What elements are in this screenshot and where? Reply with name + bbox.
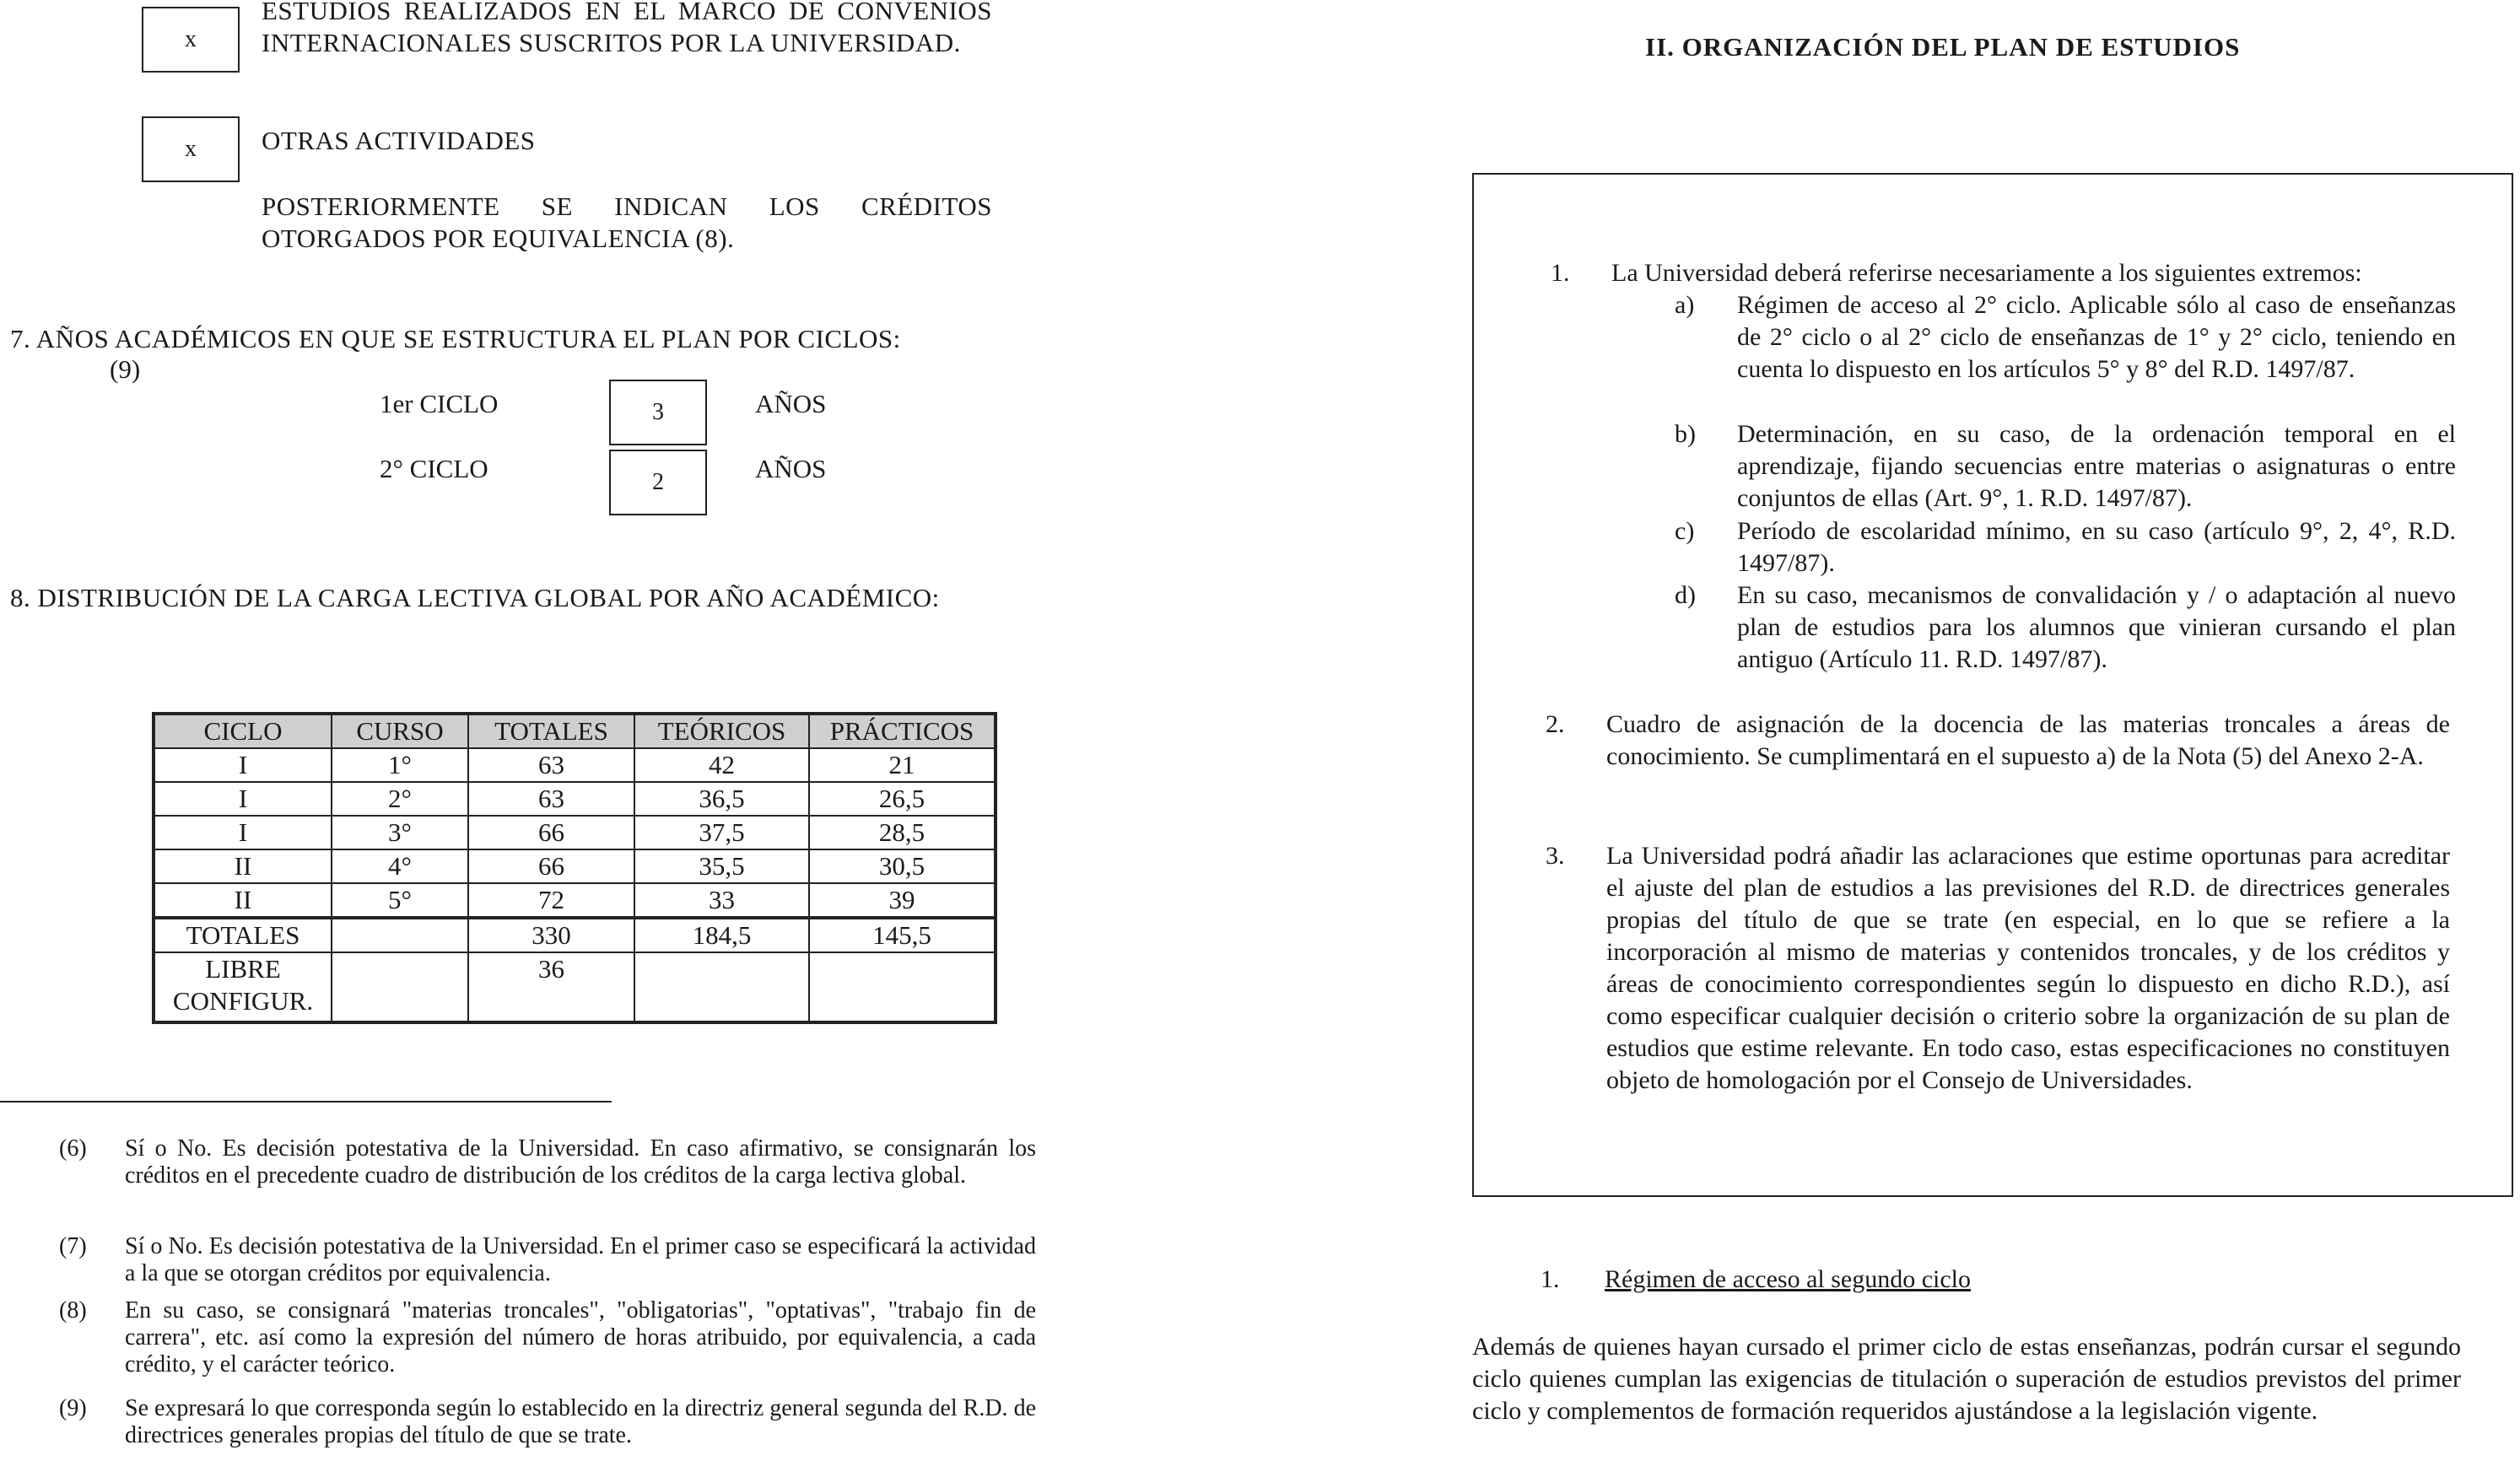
cell: 30,5 [809,849,996,883]
sub-letter: d) [1675,581,1696,609]
footnote-divider [0,1101,612,1102]
header-totales: TOTALES [468,714,634,748]
sub-letter: b) [1675,420,1696,448]
cell: I [154,782,332,816]
cell: 66 [468,849,634,883]
ciclo2-label: 2° CICLO [380,454,488,483]
cell: 28,5 [809,816,996,849]
item-text: Cuadro de asignación de la docencia de las materias troncales a áreas de conocimiento. Se cumplimentará en el supuesto a) de la Nota (5) del Anexo 2-A. [1606,710,2450,770]
footnote-text: En su caso, se consignará "materias troncales", "obligatorias", "optativas", "trabajo fin de carrera", etc. así como la expresión del número de horas atribuido, por equivalencia, a cada crédito, y el carácter teórico. [125,1297,1036,1377]
footnote-8 [59,1297,1036,1382]
checkbox-mark: x [185,26,197,52]
table-row [154,816,996,849]
ciclo2-years-box [609,450,707,515]
item-number: 2. [1546,710,1565,738]
cell: TOTALES [154,918,332,952]
checkbox-convenios[interactable] [142,7,240,73]
cell: 66 [468,816,634,849]
cell [809,952,996,1022]
cell: 36 [468,952,634,1022]
sub-text: Determinación, en su caso, de la ordenación temporal en el aprendizaje, fijando secuencias entre materias o asignaturas o entre conjuntos de ellas (Art. 9°, 1. R.D. 1497/87). [1737,420,2456,512]
cell: 42 [634,748,809,782]
sub-letter: a) [1675,291,1695,319]
cell: 184,5 [634,918,809,952]
table-row [154,748,996,782]
cell: 63 [468,748,634,782]
table-row [154,883,996,918]
cell: 3° [332,816,468,849]
cell: 2° [332,782,468,816]
sub-letter: c) [1675,517,1695,545]
convenios-label: ESTUDIOS REALIZADOS EN EL MARCO DE CONVENIOS INTERNACIONALES SUSCRITOS POR LA UNIVERSIDAD. [262,0,992,57]
section-heading: II. ORGANIZACIÓN DEL PLAN DE ESTUDIOS [1645,32,2241,62]
cell: 21 [809,748,996,782]
footnote-6 [59,1135,1036,1220]
cell: LIBRE CONFIGUR. [154,952,332,1022]
libre-configuracion-row [154,952,996,1022]
footnote-number: (7) [59,1233,87,1259]
item-number: 3. [1546,842,1565,870]
item-text: La Universidad deberá referirse necesariamente a los siguientes extremos: [1611,259,2362,287]
ciclo2-unit: AÑOS [755,454,827,483]
cell: 1° [332,748,468,782]
cell: 36,5 [634,782,809,816]
cell: II [154,883,332,918]
footnote-number: (8) [59,1297,87,1324]
cell [332,952,468,1022]
cell: I [154,748,332,782]
cell: 4° [332,849,468,883]
ciclo1-years: 3 [652,399,664,425]
cell: 33 [634,883,809,918]
section1-title: Régimen de acceso al segundo ciclo [1605,1265,1972,1293]
totals-row [154,918,996,952]
cell: 37,5 [634,816,809,849]
footnote-7 [59,1233,1036,1292]
cell [634,952,809,1022]
cell: II [154,849,332,883]
section1-body: Además de quienes hayan cursado el primer ciclo de estas enseñanzas, podrán cursar el segundo ciclo quienes cumplan las exigencias de titulación o superación de estudios previstos del primer ciclo y complementos de formación requeridos ajustándose a la legislación vigente. [1472,1333,2461,1425]
cell: I [154,816,332,849]
section1-number: 1. [1541,1265,1560,1293]
footnote-number: (9) [59,1395,87,1421]
footnote-9 [59,1395,1036,1454]
section8-title: 8. DISTRIBUCIÓN DE LA CARGA LECTIVA GLOBAL POR AÑO ACADÉMICO: [10,583,940,612]
table-row [154,849,996,883]
table-row [154,782,996,816]
cell: 145,5 [809,918,996,952]
checkbox-otras-actividades[interactable] [142,116,240,182]
carga-lectiva-table [152,712,997,1024]
header-curso: CURSO [332,714,468,748]
otras-actividades-label: OTRAS ACTIVIDADES [262,126,536,155]
cell [332,918,468,952]
footnote-number: (6) [59,1135,87,1162]
ciclo2-years: 2 [652,469,664,495]
sub-text: Período de escolaridad mínimo, en su caso (artículo 9°, 2, 4°, R.D. 1497/87). [1737,517,2456,577]
cell: 330 [468,918,634,952]
header-ciclo: CICLO [154,714,332,748]
cell: 26,5 [809,782,996,816]
header-teoricos: TEÓRICOS [634,714,809,748]
sub-text: En su caso, mecanismos de convalidación y / o adaptación al nuevo plan de estudios para los alumnos que vinieran cursando el plan antiguo (Artículo 11. R.D. 1497/87). [1737,581,2456,673]
cell: 39 [809,883,996,918]
footnote-text: Se expresará lo que corresponda según lo establecido en la directriz general segunda del R.D. de directrices generales propias del título de que se trate. [125,1395,1036,1448]
ciclo1-label: 1er CICLO [380,389,499,418]
table-header-row [154,714,996,748]
footnote-text: Sí o No. Es decisión potestativa de la Universidad. En el primer caso se especificará la actividad a la que se otorgan créditos por equivalencia. [125,1233,1036,1286]
section7-note: (9) [110,354,141,384]
item-number: 1. [1551,259,1570,287]
cell: 35,5 [634,849,809,883]
ciclo1-unit: AÑOS [755,389,827,418]
footnote-text: Sí o No. Es decisión potestativa de la Universidad. En caso afirmativo, se consignarán los créditos en el precedente cuadro de distribución de los créditos de la carga lectiva global. [125,1135,1036,1189]
sub-text: Régimen de acceso al 2° ciclo. Aplicable sólo al caso de enseñanzas de 2° ciclo o al 2° ciclo de enseñanzas de 1° y 2° ciclo, teniendo en cuenta lo dispuesto en los artículos 5° y 8° del R.D. 1497/87. [1737,291,2456,383]
ciclo1-years-box [609,380,707,445]
cell: 63 [468,782,634,816]
cell: 5° [332,883,468,918]
header-practicos: PRÁCTICOS [809,714,996,748]
cell: 72 [468,883,634,918]
section7-title: 7. AÑOS ACADÉMICOS EN QUE SE ESTRUCTURA EL PLAN POR CICLOS: [10,324,901,353]
item-text: La Universidad podrá añadir las aclaraciones que estime oportunas para acreditar el ajuste del plan de estudios a las previsiones del R.D. de directrices generales propias del título de que se trate (en especial, en lo que se refiere a la incorporación al mismo de materias y contenidos troncales, y de los créditos y áreas de conocimiento correspondientes según lo dispuesto en dicho R.D.), así como especificar cualquier decisión o criterio sobre la organización de su plan de estudios que estime relevante. En todo caso, estas especificaciones no constituyen objeto de homologación por el Consejo de Universidades. [1606,842,2450,1094]
credits-note: POSTERIORMENTE SE INDICAN LOS CRÉDITOS OTORGADOS POR EQUIVALENCIA (8). [262,191,992,253]
checkbox-mark: x [185,136,197,162]
